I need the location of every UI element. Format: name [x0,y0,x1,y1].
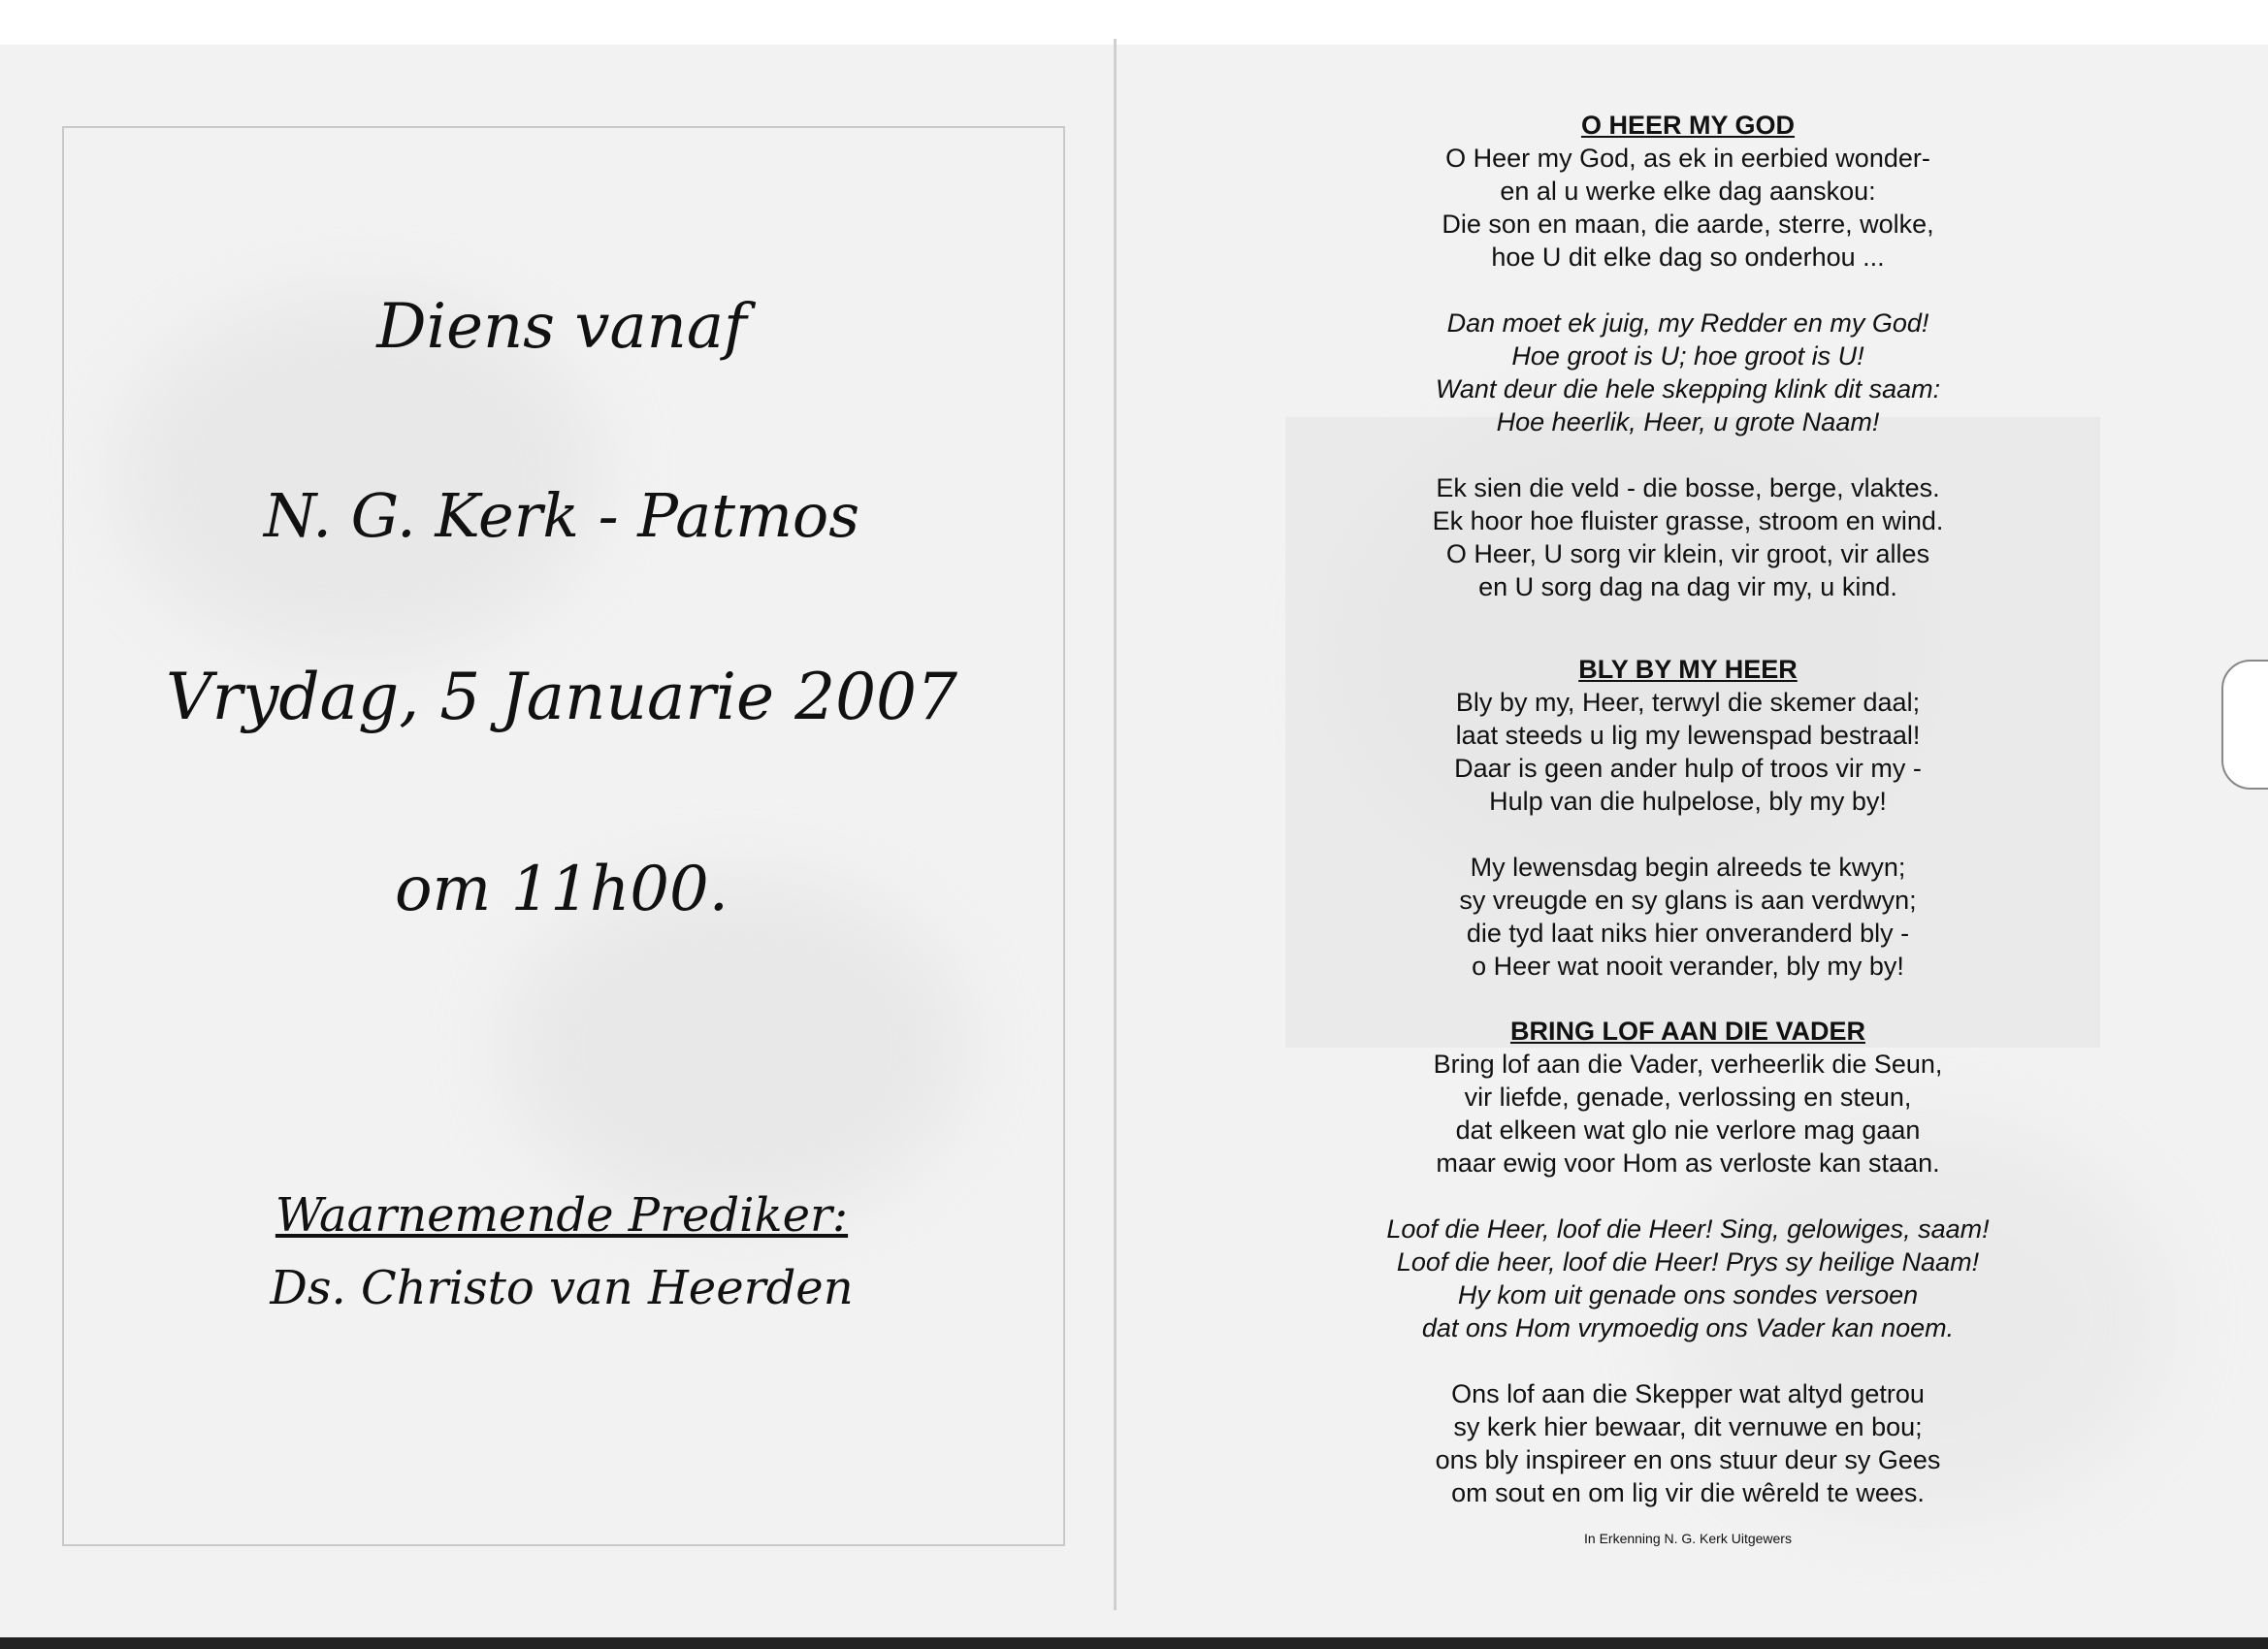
verse-line: My lewensdag begin alreeds te kwyn; [1470,853,1906,882]
hymn-title: O HEER MY GOD [1580,111,1796,140]
verse-line: Ek sien die veld - die bosse, berge, vlaktes. [1436,473,1940,502]
verse-line: die tyd laat niks hier onveranderd bly - [1466,919,1910,948]
service-date: Vrydag, 5 Januarie 2007 [165,660,958,734]
verse-line: sy vreugde en sy glans is aan verdwyn; [1459,886,1917,915]
chorus-line: Dan moet ek juig, my Redder en my God! [1446,308,1929,338]
chorus-line: dat ons Hom vrymoedig ons Vader kan noem. [1421,1313,1955,1342]
verse-line: maar ewig voor Hom as verloste kan staan. [1436,1148,1940,1178]
preacher-label: Waarnemende Prediker: [275,1188,849,1243]
verse-line: en al u werke elke dag aanskou: [1500,177,1876,206]
verse-line: Hulp van die hulpelose, bly my by! [1489,787,1887,816]
verse-line: Ons lof aan die Skepper wat altyd getrou [1451,1379,1925,1408]
fold-line [1114,39,1117,1610]
preacher-name: Ds. Christo van Heerden [270,1261,854,1315]
hymn-title: BLY BY MY HEER [1578,655,1798,684]
verse-line: Bly by my, Heer, terwyl die skemer daal; [1455,688,1921,717]
page-tab-cutout [2221,660,2268,790]
verse-line: laat steeds u lig my lewenspad bestraal! [1455,721,1921,750]
scan-margin-bottom [0,1637,2268,1649]
verse-line: Ek hoor hoe fluister grasse, stroom en wind. [1432,506,1944,535]
verse-line: sy kerk hier bewaar, dit vernuwe en bou; [1453,1412,1923,1441]
hymn-bly-by-my-heer [1280,653,2095,983]
hymn-o-heer-my-god [1280,109,2095,603]
chorus-line: Hy kom uit genade ons sondes versoen [1457,1280,1919,1310]
verse-line: O Heer my God, as ek in eerbied wonder- [1445,144,1930,173]
verse-line: hoe U dit elke dag so onderhou ... [1491,242,1885,272]
verse-line: ons bly inspireer en ons stuur deur sy Gees [1435,1445,1941,1474]
service-time: om 11h00. [395,854,729,925]
show-through-text [223,213,237,263]
verse-line: Daar is geen ander hulp of troos vir my - [1454,754,1922,783]
verse-line: vir liefde, genade, verlossing en steun, [1464,1083,1912,1112]
publisher-credit: In Erkenning N. G. Kerk Uitgewers [1584,1531,1792,1546]
verse-line: Die son en maan, die aarde, sterre, wolke, [1442,210,1934,239]
chorus-line: Loof die heer, loof die Heer! Prys sy heilige Naam! [1396,1247,1980,1277]
scan-margin-top [0,0,2268,45]
chorus-line: Hoe groot is U; hoe groot is U! [1511,341,1864,371]
verse-line: dat elkeen wat glo nie verlore mag gaan [1455,1116,1921,1145]
chorus-line: Loof die Heer, loof die Heer! Sing, gelowiges, saam! [1386,1214,1990,1244]
verse-line: O Heer, U sorg vir klein, vir groot, vir alles [1445,539,1930,568]
verse-line: o Heer wat nooit verander, bly my by! [1472,952,1904,981]
church-name: N. G. Kerk - Patmos [263,480,860,551]
hymn-bring-lof-aan-die-vader [1280,1015,2095,1509]
hymn-title: BRING LOF AAN DIE VADER [1509,1017,1865,1046]
chorus-line: Want deur die hele skepping klink dit saam: [1435,374,1941,404]
verse-line: om sout en om lig vir die wêreld te wees. [1451,1478,1925,1507]
verse-line: en U sorg dag na dag vir my, u kind. [1478,572,1897,601]
verse-line: Bring lof aan die Vader, verheerlik die Seun, [1433,1050,1943,1079]
service-heading: Diens vanaf [376,291,747,363]
chorus-line: Hoe heerlik, Heer, u grote Naam! [1496,407,1880,436]
